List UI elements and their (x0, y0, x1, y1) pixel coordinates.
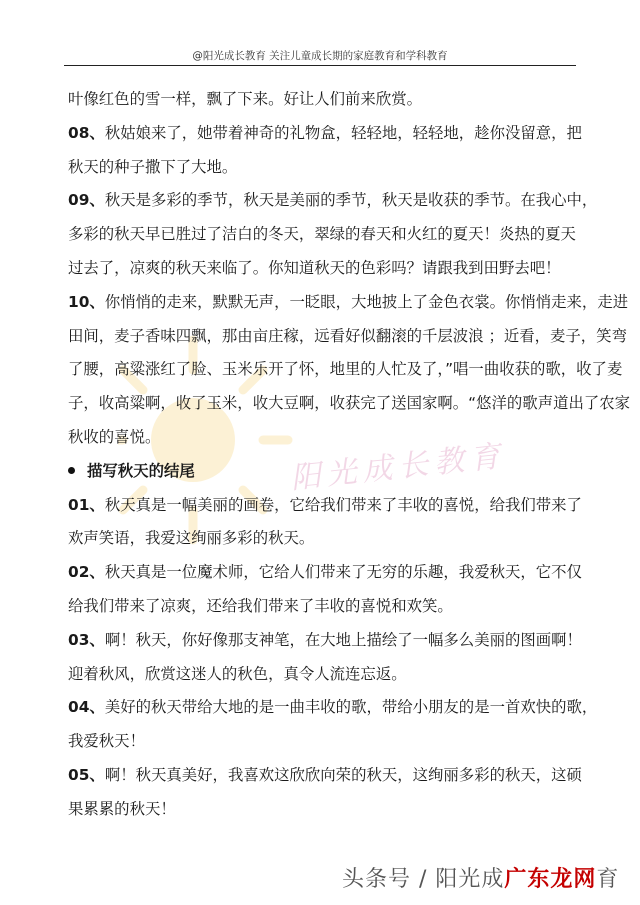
text-line (68, 320, 627, 354)
text-line (68, 658, 574, 692)
footer-tail: 育 (596, 867, 620, 892)
text-line (68, 759, 582, 793)
line-text: 叶像红色的雪一样，飘了下来。好让人们前来欣赏。 (68, 90, 422, 108)
line-text: 果累累的秋天！ (68, 799, 176, 818)
line-text: 过去了，凉爽的秋天来临了。你知道秋天的色彩吗？请跟我到田野去吧！ (68, 258, 561, 277)
line-text: 啊！秋天真美好，我喜欢这欣欣向荣的秋天，这绚丽多彩的秋天，这硕 (104, 765, 582, 784)
section-heading (68, 455, 574, 489)
line-text: 秋姑娘来了，她带着神奇的礼物盒，轻轻地，轻轻地，趁你没留意，把 (104, 123, 582, 142)
text-line (68, 252, 574, 286)
ending-passages (68, 489, 598, 827)
line-text: 秋收的喜悦。 (68, 427, 161, 446)
footer-brand: 广东龙网 (504, 867, 597, 892)
footer-text: 头条号 / 阳光成 (342, 867, 505, 892)
line-text: 给我们带来了凉爽，还给我们带来了丰收的喜悦和欢笑。 (68, 596, 453, 615)
line-text: 秋天真是一位魔术师，它给人们带来了无穷的乐趣，我爱秋天，它不仅 (104, 563, 582, 582)
line-text: 多彩的秋天早已胜过了洁白的冬天，翠绿的春天和火红的夏天！炎热的夏天 (68, 225, 576, 244)
text-line (68, 556, 582, 590)
line-text: 啊！秋天，你好像那支神笔，在大地上描绘了一幅多么美丽的图画啊！ (104, 630, 582, 649)
text-line (68, 353, 623, 387)
line-text: 我爱秋天！ (68, 732, 145, 751)
text-line (68, 793, 574, 827)
text-line (68, 151, 574, 185)
text-line (68, 218, 574, 252)
item-number: 01、 (68, 495, 105, 514)
page-header: @阳光成长教育 关注儿童成长期的家庭教育和学科教育 (192, 50, 448, 62)
text-line (68, 590, 574, 624)
footer-watermark (342, 862, 619, 893)
text-line (68, 624, 582, 658)
line-text: 秋天的种子撒下了大地。 (68, 157, 238, 176)
item-number: 08、 (68, 123, 105, 142)
text-line (68, 83, 574, 117)
watermark-text: 阳光成长教育 (289, 438, 508, 497)
text-line (68, 725, 574, 759)
autumn-passages (68, 83, 631, 455)
text-line (68, 421, 574, 455)
text-line (68, 184, 598, 218)
header-divider (64, 65, 576, 66)
item-number: 02、 (68, 563, 105, 582)
line-text: 迎着秋风，欣赏这迷人的秋色，真令人流连忘返。 (68, 664, 407, 683)
line-text: 子，收高粱啊，收了玉米，收大豆啊，收获完了送国家啊。“悠洋的歌声道出了农家 (68, 394, 631, 413)
line-text: 你悄悄的走来，默默无声，一眨眼，大地披上了金色衣裳。你悄悄走来，走进 (104, 292, 629, 311)
item-number: 03、 (68, 630, 105, 649)
item-number: 09、 (68, 191, 105, 210)
text-line (68, 489, 582, 523)
bullet-icon (68, 467, 75, 474)
section-heading-text: 描写秋天的结尾 (87, 461, 195, 480)
line-text: 秋天真是一幅美丽的画卷，它给我们带来了丰收的喜悦，给我们带来了 (104, 495, 582, 514)
item-number: 05、 (68, 765, 105, 784)
line-text: 田间，麦子香味四飘，那由亩庄稼，远看好似翻滚的千层波浪 ；近看，麦子，笑弯 (68, 326, 627, 345)
text-line (68, 117, 582, 151)
line-text: 欢声笑语，我爱这绚丽多彩的秋天。 (68, 529, 315, 548)
line-text: 秋天是多彩的季节，秋天是美丽的季节，秋天是收获的季节。在我心中， (104, 191, 598, 210)
text-line (68, 691, 598, 725)
text-line (68, 387, 631, 421)
text-line (68, 522, 574, 556)
line-text: 美好的秋天带给大地的是一曲丰收的歌，带给小朋友的是一首欢快的歌， (104, 698, 598, 717)
text-line (68, 286, 629, 320)
item-number: 10、 (68, 292, 105, 311)
item-number: 04、 (68, 698, 105, 717)
line-text: 了腰，高粱涨红了脸、玉米乐开了怀，地里的人忙及了，”唱一曲收获的歌，收了麦 (68, 360, 623, 379)
document-body (68, 83, 631, 827)
